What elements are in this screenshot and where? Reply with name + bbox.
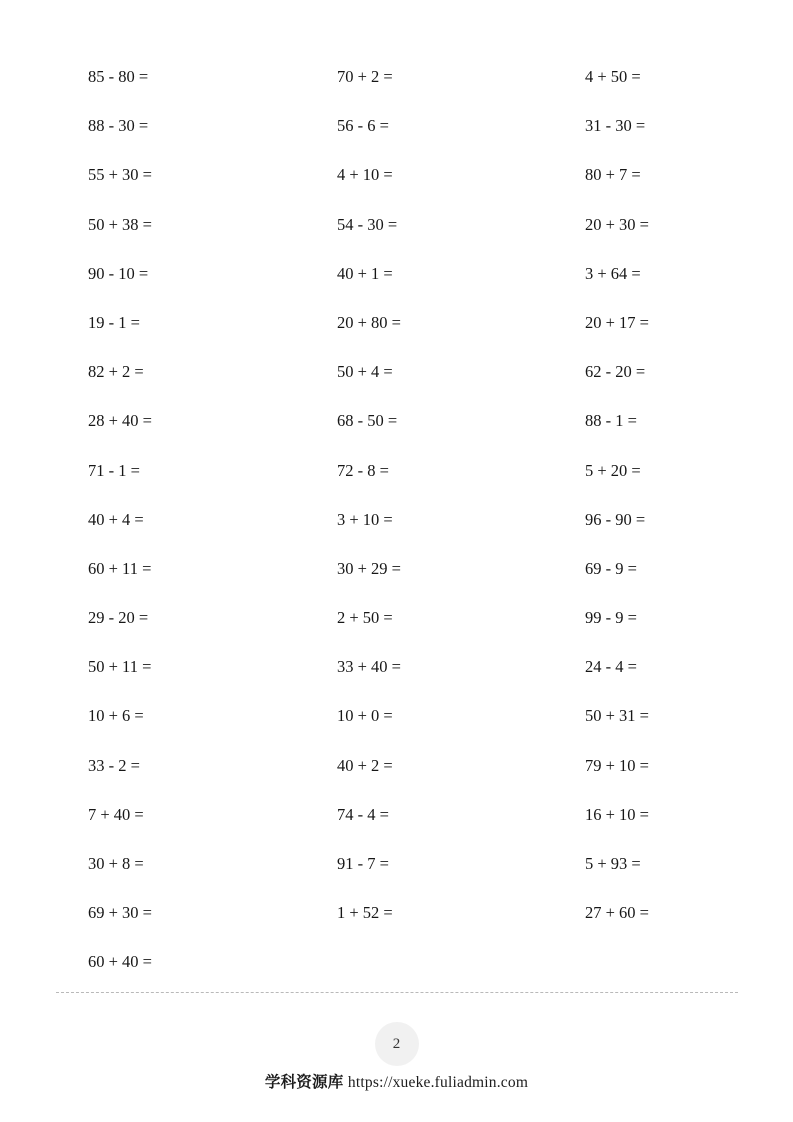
problem-item: 62 - 20 = (585, 362, 646, 382)
problem-item: 40 + 4 = (88, 509, 144, 529)
problem-item: 60 + 11 = (88, 558, 152, 578)
problem-item: 50 + 38 = (88, 214, 152, 234)
problem-item: 19 - 1 = (88, 312, 140, 332)
problem-item: 28 + 40 = (88, 411, 152, 431)
problem-item: 80 + 7 = (585, 165, 641, 185)
problem-item: 10 + 6 = (88, 706, 144, 726)
problem-item: 20 + 80 = (337, 312, 401, 332)
problem-item: 68 - 50 = (337, 411, 398, 431)
page-number-container (0, 1022, 793, 1066)
problem-item: 5 + 93 = (585, 854, 641, 873)
problem-item: 4 + 50 = (585, 67, 641, 86)
problem-item: 50 + 31 = (585, 706, 649, 726)
problem-item: 50 + 11 = (88, 657, 152, 677)
problem-item: 71 - 1 = (88, 460, 140, 480)
footer-brand-label: 学科资源库 (264, 1074, 344, 1091)
problem-item: 5 + 20 = (585, 460, 641, 480)
problem-item: 88 - 1 = (585, 411, 637, 431)
problem-item: 90 - 10 = (88, 263, 149, 283)
problem-item: 30 + 8 = (88, 854, 144, 873)
problem-item: 27 + 60 = (585, 903, 649, 923)
problem-item: 96 - 90 = (585, 509, 646, 529)
problem-item: 82 + 2 = (88, 362, 144, 382)
problem-item: 88 - 30 = (88, 116, 149, 136)
problem-item: 54 - 30 = (337, 214, 398, 234)
problem-item: 40 + 1 = (337, 263, 393, 283)
problem-column-1 (58, 52, 284, 987)
problem-item: 79 + 10 = (585, 755, 649, 775)
problem-item: 29 - 20 = (88, 608, 149, 628)
problem-column-3 (510, 52, 736, 987)
problem-item: 30 + 29 = (337, 558, 401, 578)
problem-item: 56 - 6 = (337, 116, 389, 136)
problem-item: 3 + 10 = (337, 509, 393, 529)
problem-item: 2 + 50 = (337, 608, 393, 628)
problem-item: 69 + 30 = (88, 903, 152, 923)
problem-grid (58, 52, 736, 987)
problem-item: 24 - 4 = (585, 657, 637, 677)
problem-item: 31 - 30 = (585, 116, 646, 136)
problem-item: 7 + 40 = (88, 804, 144, 824)
problem-item: 69 - 9 = (585, 558, 637, 578)
footer-site-url: https://xueke.fuliadmin.com (347, 1074, 529, 1091)
problem-item: 20 + 30 = (585, 214, 649, 234)
problem-item: 10 + 0 = (337, 706, 393, 726)
problem-item: 50 + 4 = (337, 362, 393, 382)
problem-item: 74 - 4 = (337, 804, 389, 824)
problem-item: 4 + 10 = (337, 165, 393, 185)
problem-item: 40 + 2 = (337, 755, 393, 775)
problem-item: 85 - 80 = (88, 67, 149, 86)
problem-item: 60 + 40 = (88, 952, 152, 972)
problem-item: 55 + 30 = (88, 165, 152, 185)
problem-item: 91 - 7 = (337, 854, 389, 873)
problem-item: 1 + 52 = (337, 903, 393, 923)
problem-item: 16 + 10 = (585, 804, 649, 824)
problem-item: 99 - 9 = (585, 608, 637, 628)
problem-item: 70 + 2 = (337, 67, 393, 86)
problem-column-2 (284, 52, 510, 987)
problem-item: 33 - 2 = (88, 755, 140, 775)
problem-item: 72 - 8 = (337, 460, 389, 480)
problem-item: 33 + 40 = (337, 657, 401, 677)
footer-credit (0, 1070, 793, 1092)
footer-divider (56, 992, 738, 993)
page-number: 2 (375, 1022, 419, 1066)
problem-item: 3 + 64 = (585, 263, 641, 283)
problem-item: 20 + 17 = (585, 312, 649, 332)
